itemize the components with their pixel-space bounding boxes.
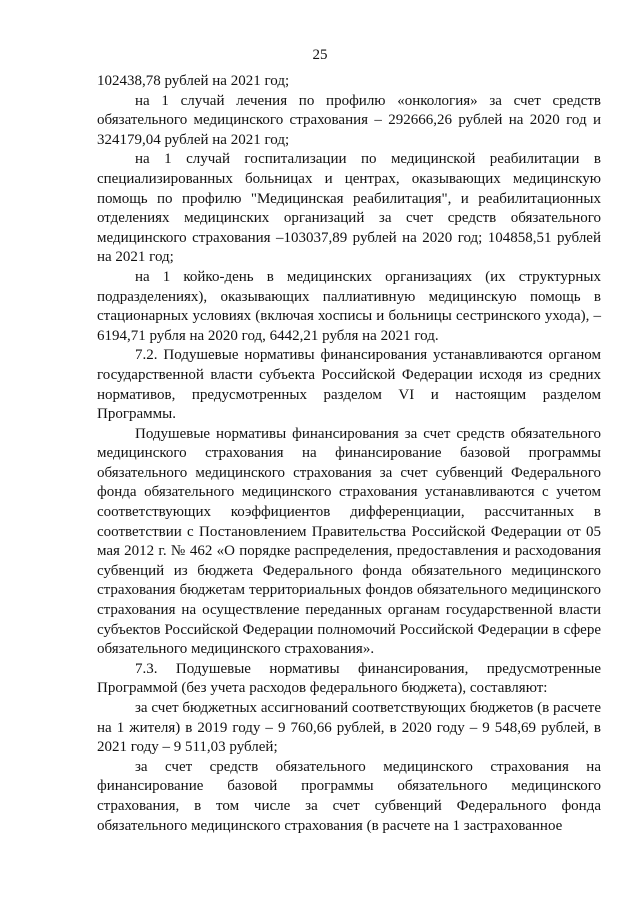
paragraph: 102438,78 рублей на 2021 год; [97, 73, 290, 89]
paragraph: на 1 случай лечения по профилю «онкология» за счет средств обязательного медицинского страхования – 292666,26 рублей на 2020 год и 324179,04 рублей на 2021 год; [97, 92, 601, 148]
document-body [97, 72, 601, 836]
page-number: 25 [312, 47, 328, 63]
paragraph: за счет бюджетных ассигнований соответствующих бюджетов (в расчете на 1 жителя) в 2019 году – 9 760,66 рублей, в 2020 году – 9 548,69 рублей, в 2021 году – 9 511,03 рублей; [97, 700, 601, 756]
paragraph: Подушевые нормативы финансирования за счет средств обязательного медицинского страхования на финансирование базовой программы обязательного медицинского страхования за счет субвенций Федерального фонда обязательного медицинского страхования устанавливаются с учетом соответствующих коэффициентов дифференциации, рассчитанных в соответствии с Постановлением Правительства Российской Федерации от 05 мая 2012 г. № 462 «О порядке распределения, предоставления и расходования субвенций из бюджета Федерального фонда обязательного медицинского страхования бюджетам территориальных фондов обязательного медицинского страхования на осуществление переданных органам государственной власти субъектов Российской Федерации полномочий Российской Федерации в сфере обязательного медицинского страхования». [97, 425, 601, 658]
section-7-2-paragraph: 7.2. Подушевые нормативы финансирования устанавливаются органом государственной власти субъекта Российской Федерации исходя из средних нормативов, предусмотренных разделом VI и настоящим разделом Программы. [97, 347, 601, 423]
paragraph: на 1 случай госпитализации по медицинской реабилитации в специализированных больницах и центрах, оказывающих медицинскую помощь по профилю "Медицинская реабилитация", и реабилитационных отделениях медицинских организаций за счет средств обязательного медицинского страхования –103037,89 рублей на 2020 год; 104858,51 рублей на 2021 год; [97, 151, 601, 266]
paragraph: на 1 койко-день в медицинских организациях (их структурных подразделениях), оказывающих паллиативную медицинскую помощь в стационарных условиях (включая хосписы и больницы сестринского ухода), – 6194,71 рубля на 2020 год, 6442,21 рубля на 2021 год. [97, 268, 601, 344]
paragraph: за счет средств обязательного медицинского страхования на финансирование базовой программы обязательного медицинского страхования, в том числе за счет субвенций Федерального фонда обязательного медицинского страхования (в расчете на 1 застрахованное [97, 758, 601, 834]
section-7-3-paragraph: 7.3. Подушевые нормативы финансирования, предусмотренные Программой (без учета расходов федерального бюджета), составляют: [97, 660, 601, 697]
